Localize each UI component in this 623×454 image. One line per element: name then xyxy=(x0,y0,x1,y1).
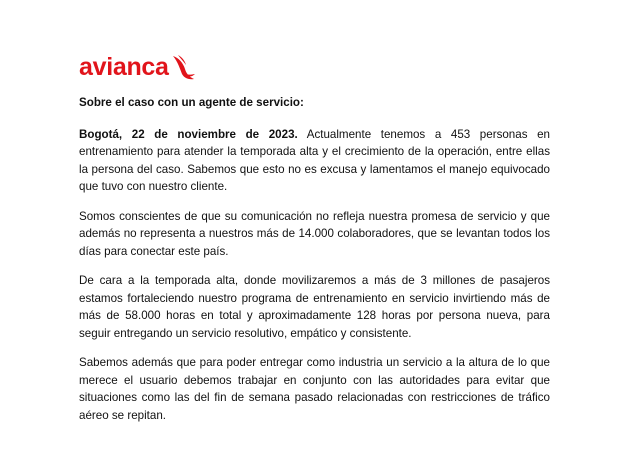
paragraph-2: Somos conscientes de que su comunicación no refleja nuestra promesa de servicio y que además no representa a nuestros más de 14.000 colaboradores, que se levantan todos los días para conectar este país. xyxy=(79,209,550,258)
paragraph-3: De cara a la temporada alta, donde movilizaremos a más de 3 millones de pasajeros estamos fortaleciendo nuestro programa de entrenamiento en servicio invirtiendo más de más de 58.000 horas en total y aproximadamente 128 horas por persona nueva, para seguir entregando un servicio resolutivo, empático y consistente. xyxy=(79,274,550,340)
statement-document xyxy=(79,94,550,436)
dateline: Bogotá, 22 de noviembre de 2023. xyxy=(79,127,298,141)
paragraph-1 xyxy=(79,126,550,196)
avianca-logo xyxy=(79,52,196,86)
document-heading: Sobre el caso con un agente de servicio: xyxy=(79,96,304,109)
logo-wordmark: avianca xyxy=(79,53,169,81)
paragraph-4: Sabemos además que para poder entregar como industria un servicio a la altura de lo que merece el usuario debemos trabajar en conjunto con las autoridades para evitar que situaciones como las del fin de semana pasado relacionadas con restricciones de tráfico aéreo se repitan. xyxy=(79,356,550,422)
avianca-bird-icon xyxy=(170,53,196,83)
paragraph-1-text: Actualmente tenemos a 453 personas en entrenamiento para atender la temporada alta y el crecimiento de la operación, entre ellas la persona del caso. Sabemos que esto no es excusa y lamentamos el manejo equivocado que tuvo con nuestro cliente. xyxy=(79,127,550,193)
